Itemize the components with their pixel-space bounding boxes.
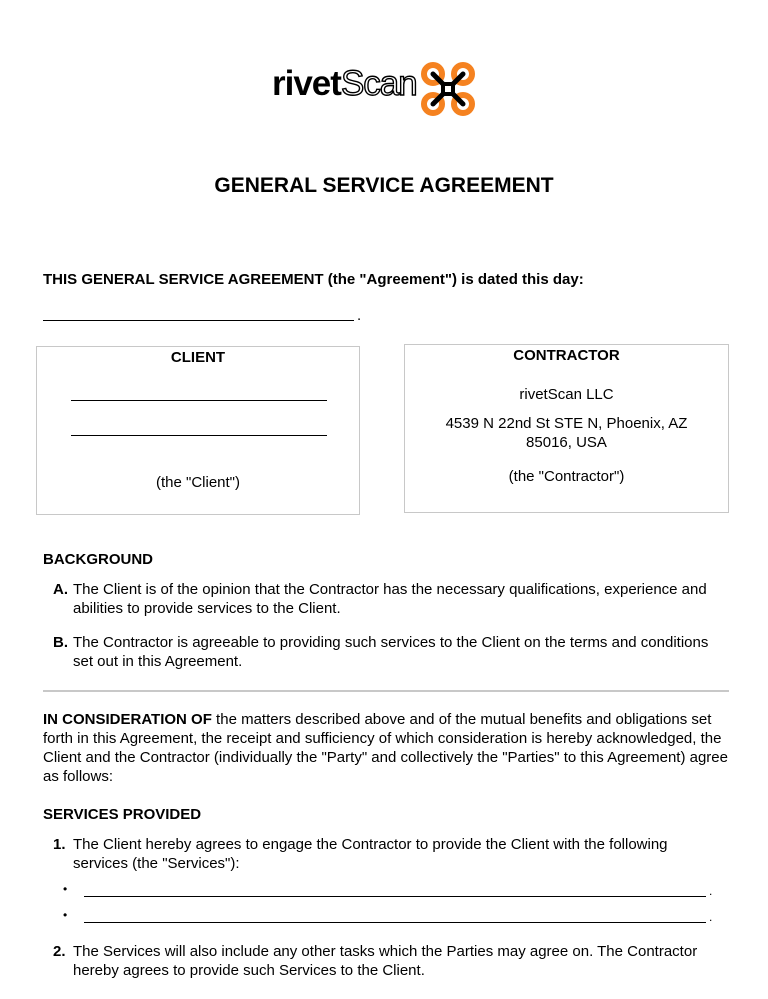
- item-text-line2: abilities to provide services to the Client.: [73, 600, 341, 617]
- background-heading: BACKGROUND: [43, 551, 153, 568]
- date-suffix: .: [357, 307, 362, 324]
- item-marker: A.: [53, 581, 68, 598]
- client-heading: CLIENT: [170, 349, 226, 366]
- contractor-label: (the "Contractor"): [508, 468, 625, 485]
- date-blank-line[interactable]: [43, 320, 354, 321]
- services-item-1: [53, 835, 733, 873]
- contractor-box: [404, 344, 729, 513]
- client-box: [36, 346, 360, 515]
- logo-text: rivetScan: [272, 63, 417, 103]
- section-divider: [43, 690, 729, 692]
- item-marker: 1.: [53, 836, 66, 853]
- client-name-line[interactable]: [71, 400, 327, 401]
- consideration-paragraph: [43, 710, 733, 786]
- consideration-text: the matters described above and of the mutual benefits and obligations set forth in this Agreement, the receipt and sufficiency of which consideration is hereby acknowledged, the Client and the Contractor (individually the "Party" and collectively the "Parties" to this Agreement) agree as follows:: [43, 711, 728, 785]
- item-marker: B.: [53, 634, 68, 651]
- drone-icon: [419, 60, 477, 118]
- item-text-line1: The Contractor is agreeable to providing such services to the Client on the terms and conditions: [73, 634, 709, 651]
- item-text-line2: set out in this Agreement.: [73, 653, 243, 670]
- service-bullet: •: [63, 908, 68, 922]
- client-label: (the "Client"): [155, 474, 240, 491]
- contractor-name: rivetScan LLC: [519, 386, 614, 403]
- background-item-a: [53, 580, 733, 618]
- contractor-heading: CONTRACTOR: [513, 347, 620, 364]
- service-line-suffix: .: [709, 910, 713, 924]
- item-text-line2: hereby agrees to provide such Services to the Client.: [73, 962, 425, 979]
- item-text-line1: The Services will also include any other tasks which the Parties may agree on. The Contractor: [73, 943, 698, 960]
- consideration-lead: IN CONSIDERATION OF: [43, 711, 212, 728]
- contractor-address-line2: 85016, USA: [526, 434, 607, 451]
- background-item-b: [53, 633, 733, 671]
- item-marker: 2.: [53, 943, 66, 960]
- services-item-2: [53, 942, 733, 980]
- dated-statement: THIS GENERAL SERVICE AGREEMENT (the "Agreement") is dated this day:: [43, 271, 584, 288]
- client-address-line[interactable]: [71, 435, 327, 436]
- service-blank-line-2[interactable]: [84, 922, 706, 923]
- item-text-line1: The Client is of the opinion that the Contractor has the necessary qualifications, experience and: [73, 581, 707, 598]
- item-text-line2: services (the "Services"):: [73, 855, 240, 872]
- services-heading: SERVICES PROVIDED: [43, 806, 202, 823]
- contractor-address-line1: 4539 N 22nd St STE N, Phoenix, AZ: [445, 415, 688, 432]
- company-logo: [272, 58, 492, 120]
- service-line-suffix: .: [709, 884, 713, 898]
- item-text-line1: The Client hereby agrees to engage the Contractor to provide the Client with the following: [73, 836, 668, 853]
- document-title: GENERAL SERVICE AGREEMENT: [214, 174, 554, 197]
- service-blank-line-1[interactable]: [84, 896, 706, 897]
- service-bullet: •: [63, 882, 68, 896]
